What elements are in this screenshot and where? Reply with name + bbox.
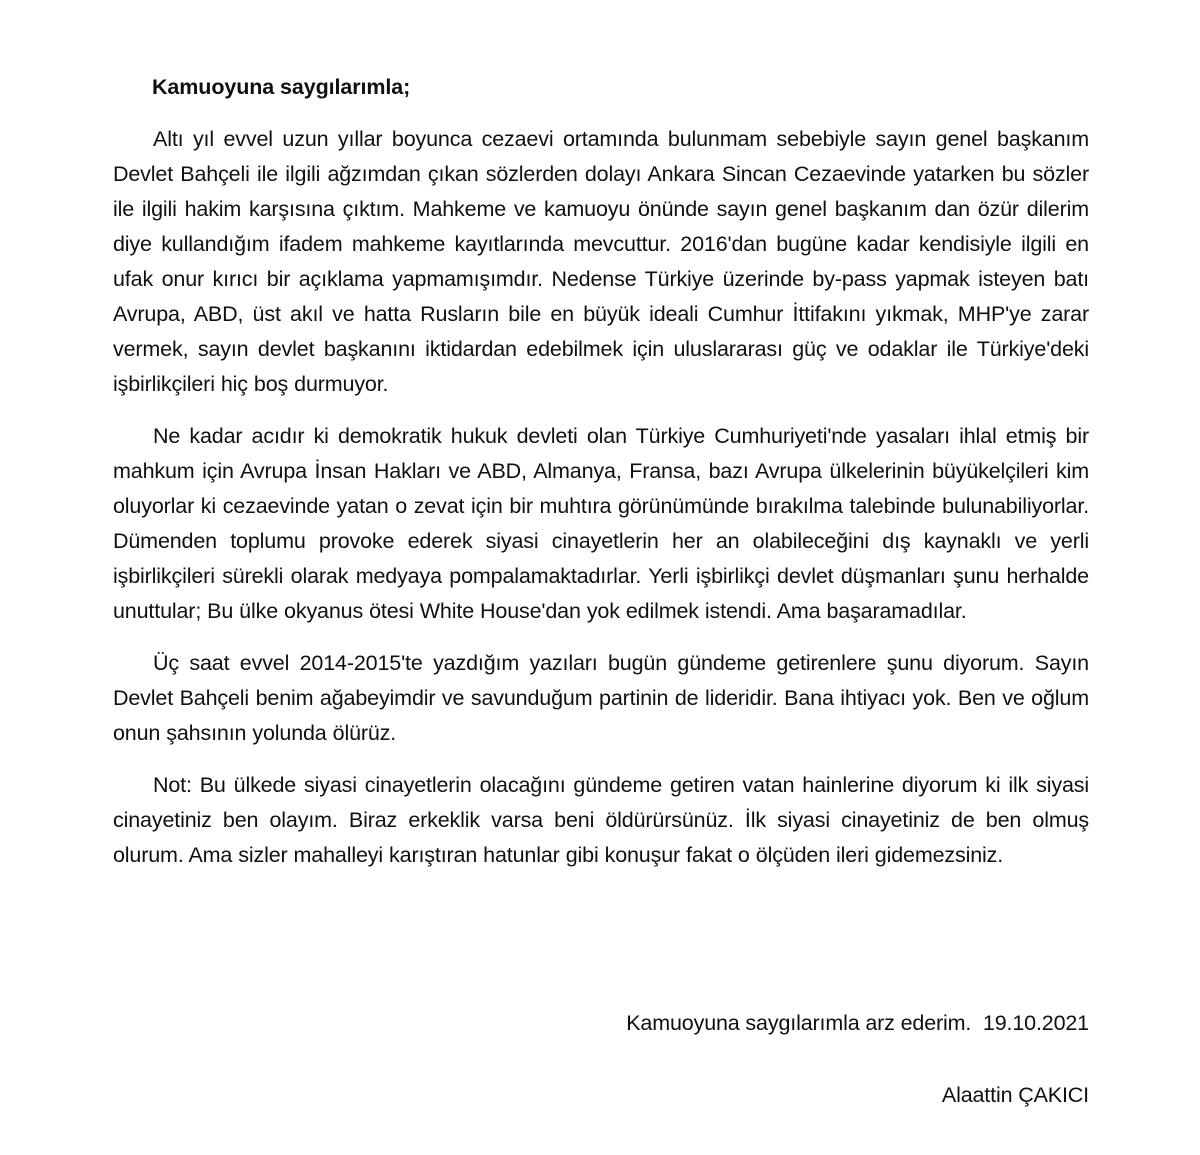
paragraph-4-note: Not: Bu ülkede siyasi cinayetlerin olacağını gündeme getiren vatan hainlerine diyorum ki ilk siyasi cinayetiniz ben olayım. Biraz erkeklik varsa beni öldürürsünüz. İlk siyasi cinayetiniz de ben olmuş olurum. Ama sizler mahalleyi karıştıran hatunlar gibi konuşur fakat o ölçüden ileri gidemezsiniz. (113, 773, 1089, 867)
paragraph-list (113, 122, 1089, 873)
page-title: Kamuoyuna saygılarımla; (152, 75, 411, 99)
paragraph-3: Üç saat evvel 2014-2015'te yazdığım yazıları bugün gündeme getirenlere şunu diyorum. Sayın Devlet Bahçeli benim ağabeyimdir ve savunduğum partinin de lideridir. Bana ihtiyacı yok. Ben ve oğlum onun şahsının yolunda ölürüz. (113, 651, 1089, 745)
closing-salutation: Kamuoyuna saygılarımla arz ederim. 19.10.2021 (626, 1011, 1089, 1035)
paragraph-2: Ne kadar acıdır ki demokratik hukuk devleti olan Türkiye Cumhuriyeti'nde yasaları ihlal etmiş bir mahkum için Avrupa İnsan Hakları ve ABD, Almanya, Fransa, bazı Avrupa ülkelerinin büyükelçileri kim oluyorlar ki cezaevinde yatan o zevat için bir muhtıra görünümünde bırakılma talebinde bulunabiliyorlar. Dümenden toplumu provoke ederek siyasi cinayetlerin her an olabileceğini dış kaynaklı ve yerli işbirlikçileri sürekli olarak medyaya pompalamaktadırlar. Yerli işbirlikçi devlet düşmanları şunu herhalde unuttular; Bu ülke okyanus ötesi White House'dan yok edilmek istendi. Ama başaramadılar. (113, 424, 1089, 623)
document-body (113, 70, 1089, 873)
paragraph-1: Altı yıl evvel uzun yıllar boyunca cezaevi ortamında bulunmam sebebiyle sayın genel başkanım Devlet Bahçeli ile ilgili ağzımdan çıkan sözlerden dolayı Ankara Sincan Cezaevinde yatarken bu sözler ile ilgili hakim karşısına çıktım. Mahkeme ve kamuoyu önünde sayın genel başkanım dan özür dilerim diye kullandığım ifadem mahkeme kayıtlarında mevcuttur. 2016'dan bugüne kadar kendisiyle ilgili en ufak onur kırıcı bir açıklama yapmamışımdır. Nedense Türkiye üzerinde by-pass yapmak isteyen batı Avrupa, ABD, üst akıl ve hatta Rusların bile en büyük ideali Cumhur İttifakını yıkmak, MHP'ye zarar vermek, sayın devlet başkanını iktidardan edebilmek için uluslararası güç ve odaklar ile Türkiye'deki işbirlikçileri hiç boş durmuyor. (113, 127, 1089, 396)
closing-block (113, 1007, 1089, 1111)
signature-name: Alaattin ÇAKICI (941, 1083, 1089, 1107)
